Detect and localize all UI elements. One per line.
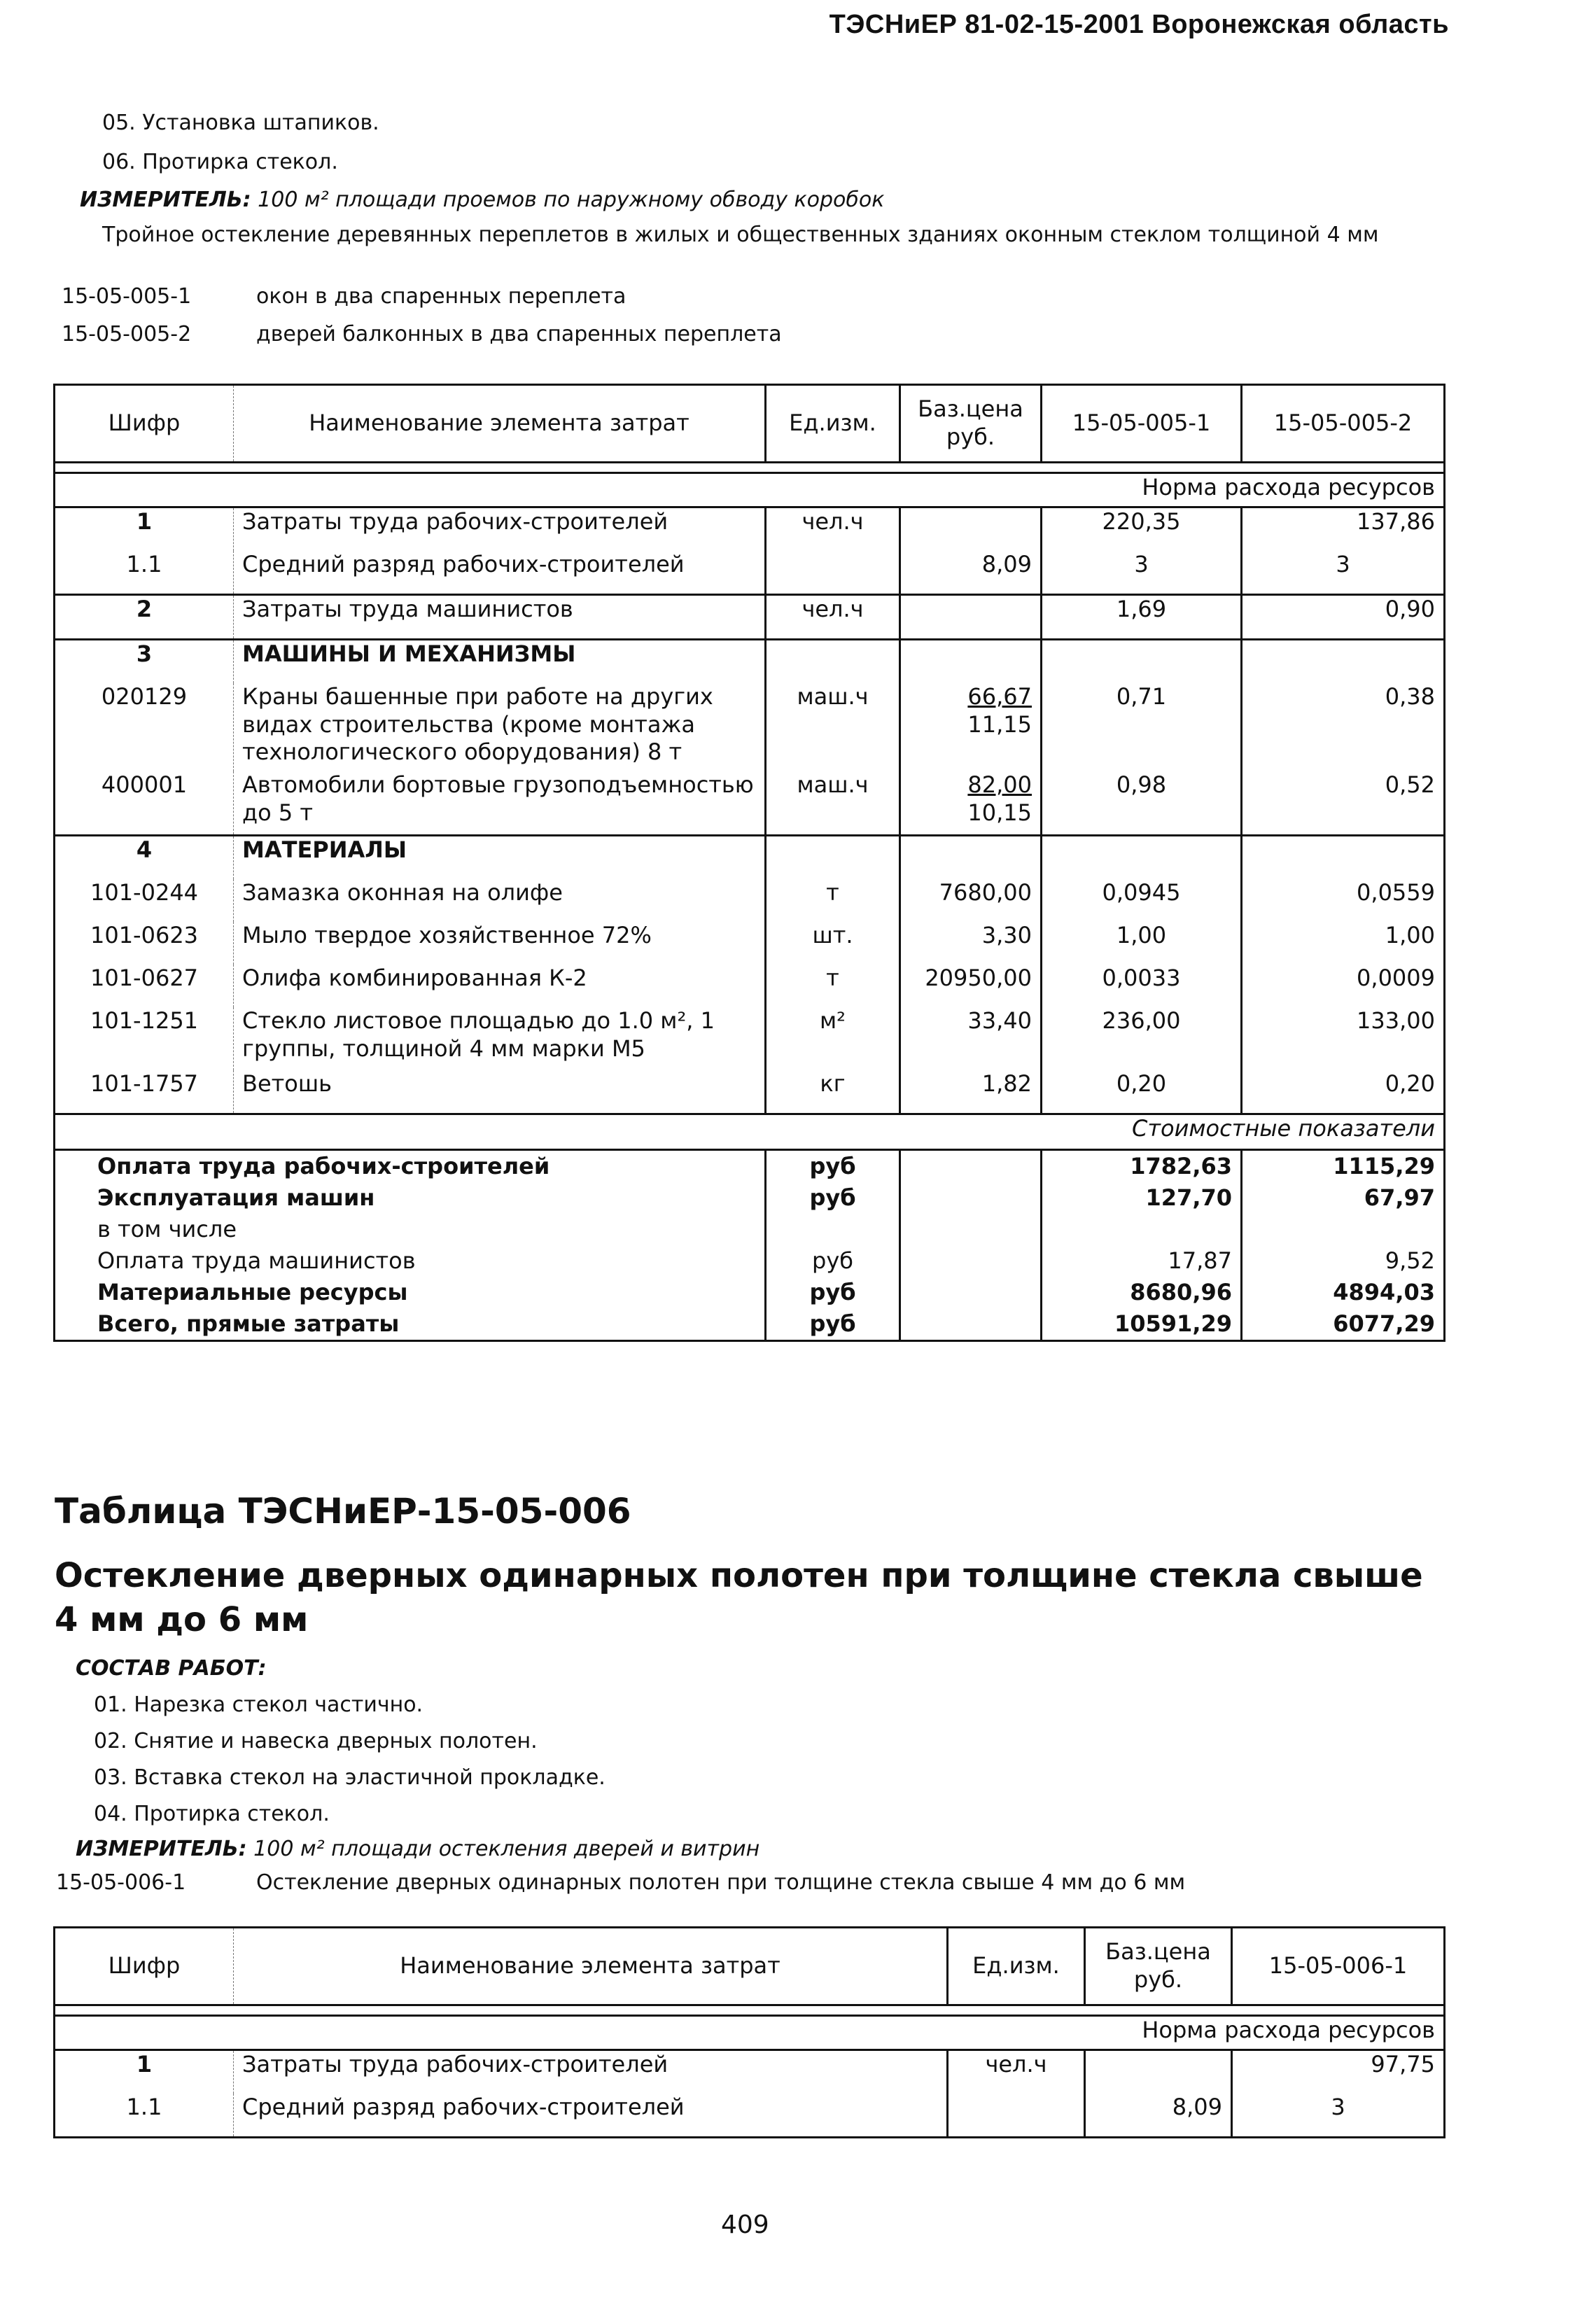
row-code: 400001 bbox=[55, 771, 234, 836]
row-code: 020129 bbox=[55, 683, 234, 771]
cost-name: Всего, прямые затраты bbox=[55, 1308, 766, 1341]
cost-value-1: 8680,96 bbox=[1042, 1277, 1242, 1308]
table-row bbox=[55, 922, 1445, 965]
header-code: Шифр bbox=[55, 385, 234, 463]
row-value-1: 1,00 bbox=[1042, 922, 1242, 965]
row-name: Мыло твердое хозяйственное 72% bbox=[234, 922, 766, 965]
row-name: Затраты труда рабочих-строителей bbox=[234, 507, 766, 552]
cost-value-2: 67,97 bbox=[1242, 1182, 1445, 1214]
section-row bbox=[55, 836, 1445, 880]
code-number: 15-05-005-1 bbox=[62, 284, 192, 309]
row-name: Ветошь bbox=[234, 1070, 766, 1114]
code-line bbox=[56, 1870, 1185, 1895]
row-price bbox=[900, 507, 1042, 552]
code-text: окон в два спаренных переплета bbox=[256, 284, 626, 309]
table-row bbox=[55, 683, 1445, 771]
measure-line bbox=[80, 188, 884, 213]
work-item: 06. Протирка стекол. bbox=[102, 150, 338, 174]
cost-value-2 bbox=[1242, 1214, 1445, 1245]
row-code: 1.1 bbox=[55, 2094, 234, 2138]
row-code: 1 bbox=[55, 2050, 234, 2094]
cost-header-row bbox=[55, 1114, 1445, 1150]
row-unit: т bbox=[766, 965, 900, 1007]
norm-label: Норма расхода ресурсов bbox=[55, 473, 1445, 507]
row-value-2: 0,90 bbox=[1242, 595, 1445, 640]
cost-value-1: 1782,63 bbox=[1042, 1150, 1242, 1183]
resource-table-15-05-005 bbox=[53, 384, 1446, 1342]
cost-unit: руб bbox=[766, 1245, 900, 1277]
row-name: Средний разряд рабочих-строителей bbox=[234, 2094, 948, 2138]
work-item: 01. Нарезка стекол частично. bbox=[94, 1693, 424, 1717]
page-number: 409 bbox=[721, 2211, 769, 2239]
work-item: 05. Установка штапиков. bbox=[102, 111, 379, 135]
row-unit: маш.ч bbox=[766, 683, 900, 771]
price-wage: 11,15 bbox=[967, 710, 1032, 738]
row-value-2: 0,38 bbox=[1242, 683, 1445, 771]
row-value-2: 133,00 bbox=[1242, 1007, 1445, 1070]
header-col-1: 15-05-006-1 bbox=[1232, 1928, 1445, 2005]
cost-name: Эксплуатация машин bbox=[55, 1182, 766, 1214]
norm-header-row bbox=[55, 2016, 1445, 2050]
cost-name: Материальные ресурсы bbox=[55, 1277, 766, 1308]
row-unit: кг bbox=[766, 1070, 900, 1114]
cost-label: Стоимостные показатели bbox=[55, 1114, 1445, 1150]
code-text: дверей балконных в два спаренных переплета bbox=[256, 322, 782, 346]
table-header-row bbox=[55, 385, 1445, 463]
row-value-1: 0,20 bbox=[1042, 1070, 1242, 1114]
row-unit: т bbox=[766, 879, 900, 922]
header-price: Баз.цена руб. bbox=[1085, 1928, 1232, 2005]
cost-unit bbox=[766, 1214, 900, 1245]
table-title: Таблица ТЭСНиЕР-15-05-006 bbox=[55, 1491, 631, 1532]
table-row bbox=[55, 595, 1445, 640]
row-value-1: 0,0945 bbox=[1042, 879, 1242, 922]
header-name: Наименование элемента затрат bbox=[234, 1928, 948, 2005]
row-price: 1,82 bbox=[900, 1070, 1042, 1114]
row-price bbox=[1085, 2050, 1232, 2094]
row-value-1: 0,98 bbox=[1042, 771, 1242, 836]
table-row bbox=[55, 965, 1445, 1007]
code-text: Остекление дверных одинарных полотен при толщине стекла свыше 4 мм до 6 мм bbox=[256, 1870, 1186, 1895]
row-name: Замазка оконная на олифе bbox=[234, 879, 766, 922]
measure-label: ИЗМЕРИТЕЛЬ: bbox=[80, 188, 251, 212]
row-code: 101-0627 bbox=[55, 965, 234, 1007]
row-name: Средний разряд рабочих-строителей bbox=[234, 551, 766, 595]
row-value-2: 0,0559 bbox=[1242, 879, 1445, 922]
table-row bbox=[55, 771, 1445, 836]
row-price: 8,09 bbox=[1085, 2094, 1232, 2138]
row-name: Краны башенные при работе на других видах строительства (кроме монтажа технологического оборудования) 8 т bbox=[234, 683, 766, 771]
resource-table-15-05-006 bbox=[53, 1926, 1446, 2138]
row-value-1: 236,00 bbox=[1042, 1007, 1242, 1070]
cost-value-2: 9,52 bbox=[1242, 1245, 1445, 1277]
header-name: Наименование элемента затрат bbox=[234, 385, 766, 463]
table-row bbox=[55, 2050, 1445, 2094]
table-row bbox=[55, 551, 1445, 595]
table-description: Тройное остекление деревянных переплетов в жилых и общественных зданиях оконным стеклом толщиной 4 мм bbox=[102, 223, 1379, 247]
row-value-2: 0,52 bbox=[1242, 771, 1445, 836]
row-value-2: 1,00 bbox=[1242, 922, 1445, 965]
row-code: 1.1 bbox=[55, 551, 234, 595]
row-code: 1 bbox=[55, 507, 234, 552]
row-unit: шт. bbox=[766, 922, 900, 965]
row-price bbox=[900, 771, 1042, 836]
section-row bbox=[55, 640, 1445, 684]
section-title: МАШИНЫ И МЕХАНИЗМЫ bbox=[234, 640, 766, 684]
cost-name: в том числе bbox=[55, 1214, 766, 1245]
row-code: 101-1757 bbox=[55, 1070, 234, 1114]
cost-value-1 bbox=[1042, 1214, 1242, 1245]
cost-value-2: 4894,03 bbox=[1242, 1277, 1445, 1308]
cost-row bbox=[55, 1277, 1445, 1308]
code-number: 15-05-006-1 bbox=[56, 1870, 186, 1895]
header-col-2: 15-05-005-2 bbox=[1242, 385, 1445, 463]
row-price: 7680,00 bbox=[900, 879, 1042, 922]
cost-name: Оплата труда машинистов bbox=[55, 1245, 766, 1277]
row-unit bbox=[766, 551, 900, 595]
cost-value-2: 1115,29 bbox=[1242, 1150, 1445, 1183]
row-unit: маш.ч bbox=[766, 771, 900, 836]
cost-row bbox=[55, 1214, 1445, 1245]
measure-label: ИЗМЕРИТЕЛЬ: bbox=[76, 1837, 247, 1861]
cost-unit: руб bbox=[766, 1308, 900, 1341]
header-unit: Ед.изм. bbox=[766, 385, 900, 463]
cost-name: Оплата труда рабочих-строителей bbox=[55, 1150, 766, 1183]
measure-line bbox=[76, 1837, 760, 1862]
header-code: Шифр bbox=[55, 1928, 234, 2005]
row-price: 8,09 bbox=[900, 551, 1042, 595]
row-price: 20950,00 bbox=[900, 965, 1042, 1007]
cost-value-2: 6077,29 bbox=[1242, 1308, 1445, 1341]
code-line bbox=[62, 284, 626, 309]
table-row bbox=[55, 1070, 1445, 1114]
row-value-1: 0,71 bbox=[1042, 683, 1242, 771]
row-value-2: 137,86 bbox=[1242, 507, 1445, 552]
row-code: 101-0623 bbox=[55, 922, 234, 965]
row-name: Олифа комбинированная К-2 bbox=[234, 965, 766, 1007]
code-line bbox=[62, 322, 782, 346]
price-base: 82,00 bbox=[967, 771, 1032, 798]
row-value-2: 3 bbox=[1242, 551, 1445, 595]
header-col-1: 15-05-005-1 bbox=[1042, 385, 1242, 463]
row-unit bbox=[948, 2094, 1085, 2138]
cost-unit: руб bbox=[766, 1182, 900, 1214]
row-code: 2 bbox=[55, 595, 234, 640]
header-unit: Ед.изм. bbox=[948, 1928, 1085, 2005]
row-value-1: 3 bbox=[1232, 2094, 1445, 2138]
table-row bbox=[55, 879, 1445, 922]
table-row bbox=[55, 2094, 1445, 2138]
cost-row bbox=[55, 1150, 1445, 1183]
table-subtitle: Остекление дверных одинарных полотен при толщине стекла свыше 4 мм до 6 мм bbox=[55, 1556, 1423, 1640]
cost-row bbox=[55, 1308, 1445, 1341]
row-unit: чел.ч bbox=[766, 595, 900, 640]
cost-row bbox=[55, 1245, 1445, 1277]
composition-label: СОСТАВ РАБОТ: bbox=[76, 1656, 267, 1681]
header-price: Баз.цена руб. bbox=[900, 385, 1042, 463]
row-price: 33,40 bbox=[900, 1007, 1042, 1070]
row-name: Затраты труда рабочих-строителей bbox=[234, 2050, 948, 2094]
cost-value-1: 127,70 bbox=[1042, 1182, 1242, 1214]
table-row bbox=[55, 1007, 1445, 1070]
norm-label: Норма расхода ресурсов bbox=[55, 2016, 1445, 2050]
norm-header-row bbox=[55, 473, 1445, 507]
measure-value: 100 м² площади остекления дверей и витрин bbox=[253, 1837, 760, 1861]
work-item: 02. Снятие и навеска дверных полотен. bbox=[94, 1729, 538, 1753]
document-header: ТЭСНиЕР 81-02-15-2001 Воронежская область bbox=[829, 10, 1449, 39]
row-unit: м² bbox=[766, 1007, 900, 1070]
row-value-1: 220,35 bbox=[1042, 507, 1242, 552]
work-item: 04. Протирка стекол. bbox=[94, 1802, 330, 1826]
row-code: 101-0244 bbox=[55, 879, 234, 922]
row-price bbox=[900, 683, 1042, 771]
row-value-1: 0,0033 bbox=[1042, 965, 1242, 1007]
section-title: МАТЕРИАЛЫ bbox=[234, 836, 766, 880]
row-price bbox=[900, 595, 1042, 640]
code-number: 15-05-005-2 bbox=[62, 322, 192, 346]
cost-unit: руб bbox=[766, 1277, 900, 1308]
row-name: Стекло листовое площадью до 1.0 м², 1 группы, толщиной 4 мм марки М5 bbox=[234, 1007, 766, 1070]
price-wage: 10,15 bbox=[967, 799, 1032, 826]
row-name: Автомобили бортовые грузоподъемностью до 5 т bbox=[234, 771, 766, 836]
work-item: 03. Вставка стекол на эластичной прокладке. bbox=[94, 1765, 606, 1790]
row-code: 3 bbox=[55, 640, 234, 684]
row-price: 3,30 bbox=[900, 922, 1042, 965]
price-base: 66,67 bbox=[967, 683, 1032, 710]
cost-value-1: 17,87 bbox=[1042, 1245, 1242, 1277]
row-value-1: 1,69 bbox=[1042, 595, 1242, 640]
row-value-2: 0,0009 bbox=[1242, 965, 1445, 1007]
row-unit: чел.ч bbox=[766, 507, 900, 552]
cost-value-1: 10591,29 bbox=[1042, 1308, 1242, 1341]
row-value-2: 0,20 bbox=[1242, 1070, 1445, 1114]
row-code: 101-1251 bbox=[55, 1007, 234, 1070]
measure-value: 100 м² площади проемов по наружному обводу коробок bbox=[258, 188, 885, 212]
row-value-1: 97,75 bbox=[1232, 2050, 1445, 2094]
row-value-1: 3 bbox=[1042, 551, 1242, 595]
table-header-row bbox=[55, 1928, 1445, 2005]
cost-row bbox=[55, 1182, 1445, 1214]
row-code: 4 bbox=[55, 836, 234, 880]
row-unit: чел.ч bbox=[948, 2050, 1085, 2094]
cost-unit: руб bbox=[766, 1150, 900, 1183]
table-row bbox=[55, 507, 1445, 552]
row-name: Затраты труда машинистов bbox=[234, 595, 766, 640]
